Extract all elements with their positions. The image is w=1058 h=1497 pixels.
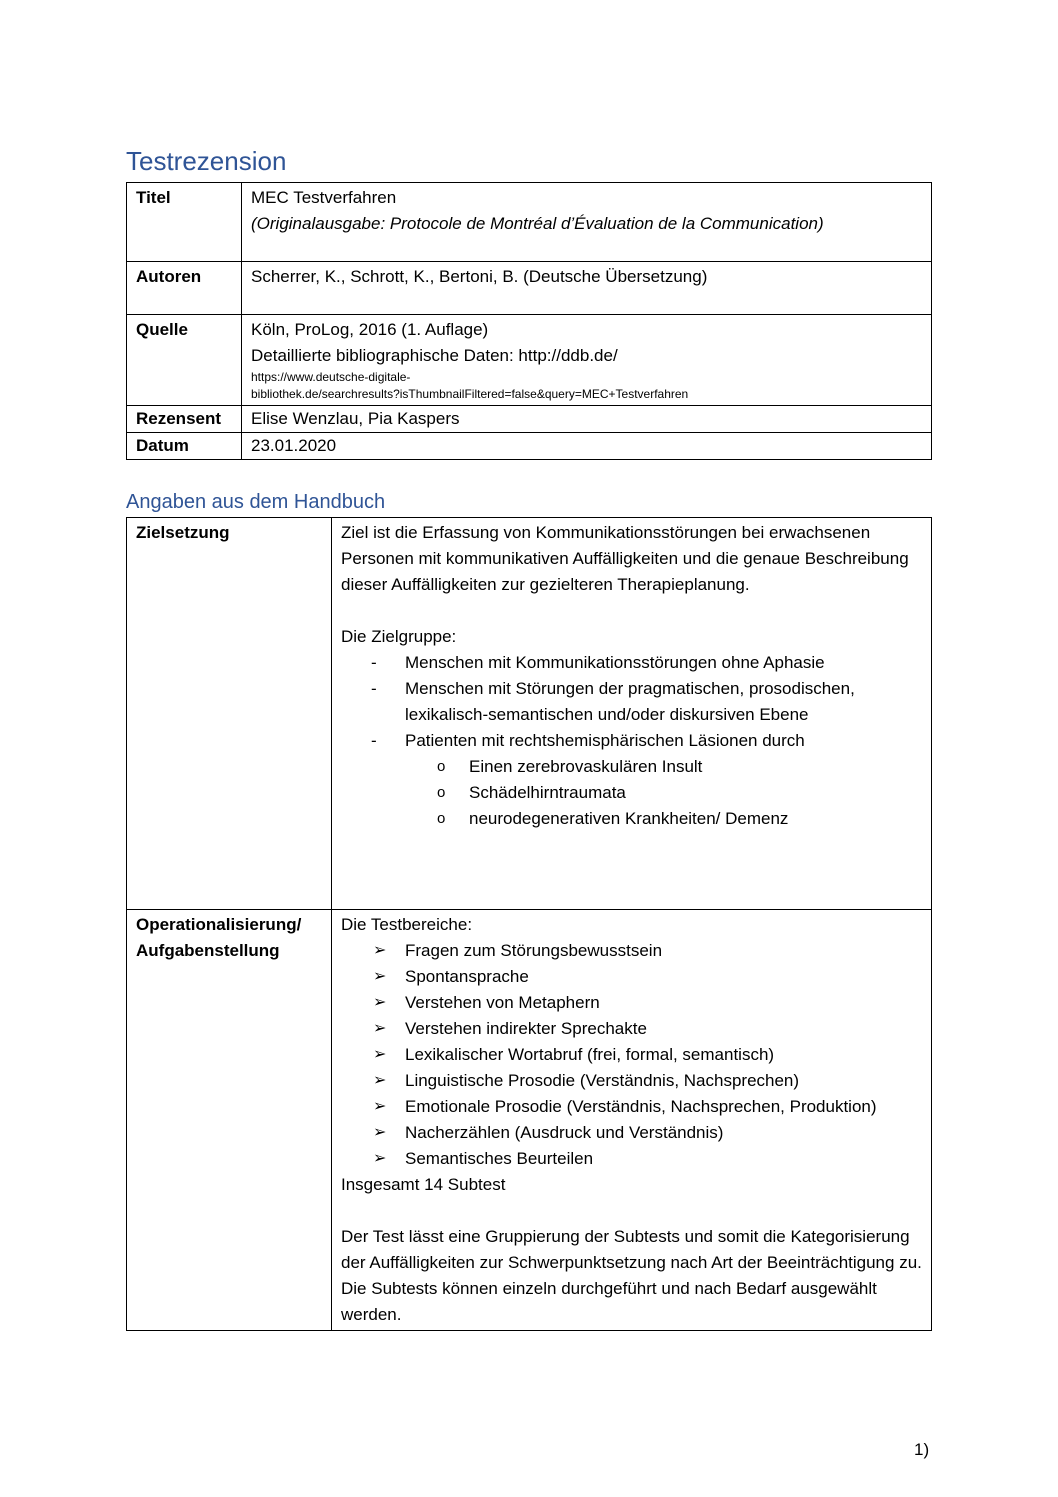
row-value: 23.01.2020 [242,433,932,460]
list-item: ➢ Verstehen indirekter Sprechakte [341,1016,922,1042]
selection-text: Die Subtests können einzeln durchgeführt und nach Bedarf ausgewählt werden. [341,1279,877,1324]
sub-list-item: o neurodegenerativen Krankheiten/ Demenz [341,806,922,832]
table-row [127,518,932,910]
row-value [332,518,932,910]
row-label: Zielsetzung [127,518,332,910]
list-item: ➢ Nacherzählen (Ausdruck und Verständnis) [341,1120,922,1146]
row-value [242,183,932,262]
row-value [332,910,932,1331]
row-value: Scherrer, K., Schrott, K., Bertoni, B. (Deutsche Übersetzung) [242,262,932,315]
source-url: bibliothek.de/searchresults?isThumbnailFiltered=false&query=MEC+Testverfahren [251,387,689,401]
subtest-total: Insgesamt 14 Subtest [341,1175,506,1194]
sub-list-item: o Schädelhirntraumata [341,780,922,806]
section-title: Angaben aus dem Handbuch [126,491,386,513]
grouping-text: Der Test lässt eine Gruppierung der Subtests und somit die Kategorisierung der Auffälligkeiten zur Schwerpunktsetzung nach Art der Beeinträchtigung zu. [341,1227,922,1272]
list-item: ➢ Lexikalischer Wortabruf (frei, formal, semantisch) [341,1042,922,1068]
list-item: - Menschen mit Störungen der pragmatischen, prosodischen, lexikalisch-semantischen und/oder diskursiven Ebene [341,676,922,728]
source-url: https://www.deutsche-digitale- [251,370,411,384]
row-label: Datum [127,433,242,460]
row-value: Elise Wenzlau, Pia Kaspers [242,406,932,433]
list-item: ➢ Spontansprache [341,964,922,990]
table-row [127,406,932,433]
row-label-line: Aufgabenstellung [136,941,280,960]
source-line: Köln, ProLog, 2016 (1. Auflage) [251,320,489,339]
list-item: ➢ Verstehen von Metaphern [341,990,922,1016]
original-title: (Originalausgabe: Protocole de Montréal d’Évaluation de la Communication) [251,214,824,233]
target-group-list [341,650,922,832]
goal-text: Ziel ist die Erfassung von Kommunikationsstörungen bei erwachsenen Personen mit kommunikativen Auffälligkeiten und die genaue Beschreibung dieser Auffälligkeiten zur gezielteren Therapieplanung. [341,523,909,594]
list-item: - Menschen mit Kommunikationsstörungen ohne Aphasie [341,650,922,676]
page-number: 1) [914,1440,930,1459]
row-value [242,315,932,406]
table-row [127,315,932,406]
sub-list-item: o Einen zerebrovaskulären Insult [341,754,922,780]
row-label: Quelle [127,315,242,406]
row-label [127,910,332,1331]
row-label-line: Operationalisierung/ [136,915,302,934]
list-item-text: Patienten mit rechtshemisphärischen Läsionen durch [405,731,805,750]
list-item: ➢ Linguistische Prosodie (Verständnis, Nachsprechen) [341,1068,922,1094]
row-label: Rezensent [127,406,242,433]
title-value: MEC Testverfahren [251,188,397,207]
list-item [341,728,922,832]
test-areas-label: Die Testbereiche: [341,915,473,934]
page-title: Testrezension [126,146,287,176]
list-item: ➢ Emotionale Prosodie (Verständnis, Nachsprechen, Produktion) [341,1094,922,1120]
target-group-label: Die Zielgruppe: [341,627,457,646]
source-line: Detaillierte bibliographische Daten: http://ddb.de/ [251,346,618,365]
table-row [127,910,932,1331]
row-label: Titel [127,183,242,262]
table-row [127,433,932,460]
sub-list [405,754,922,832]
list-item: ➢ Fragen zum Störungsbewusstsein [341,938,922,964]
row-label: Autoren [127,262,242,315]
list-item: ➢ Semantisches Beurteilen [341,1146,922,1172]
table-row [127,183,932,262]
test-areas-list [341,938,922,1172]
table-row [127,262,932,315]
handbook-table [126,517,932,1331]
metadata-table [126,182,932,460]
